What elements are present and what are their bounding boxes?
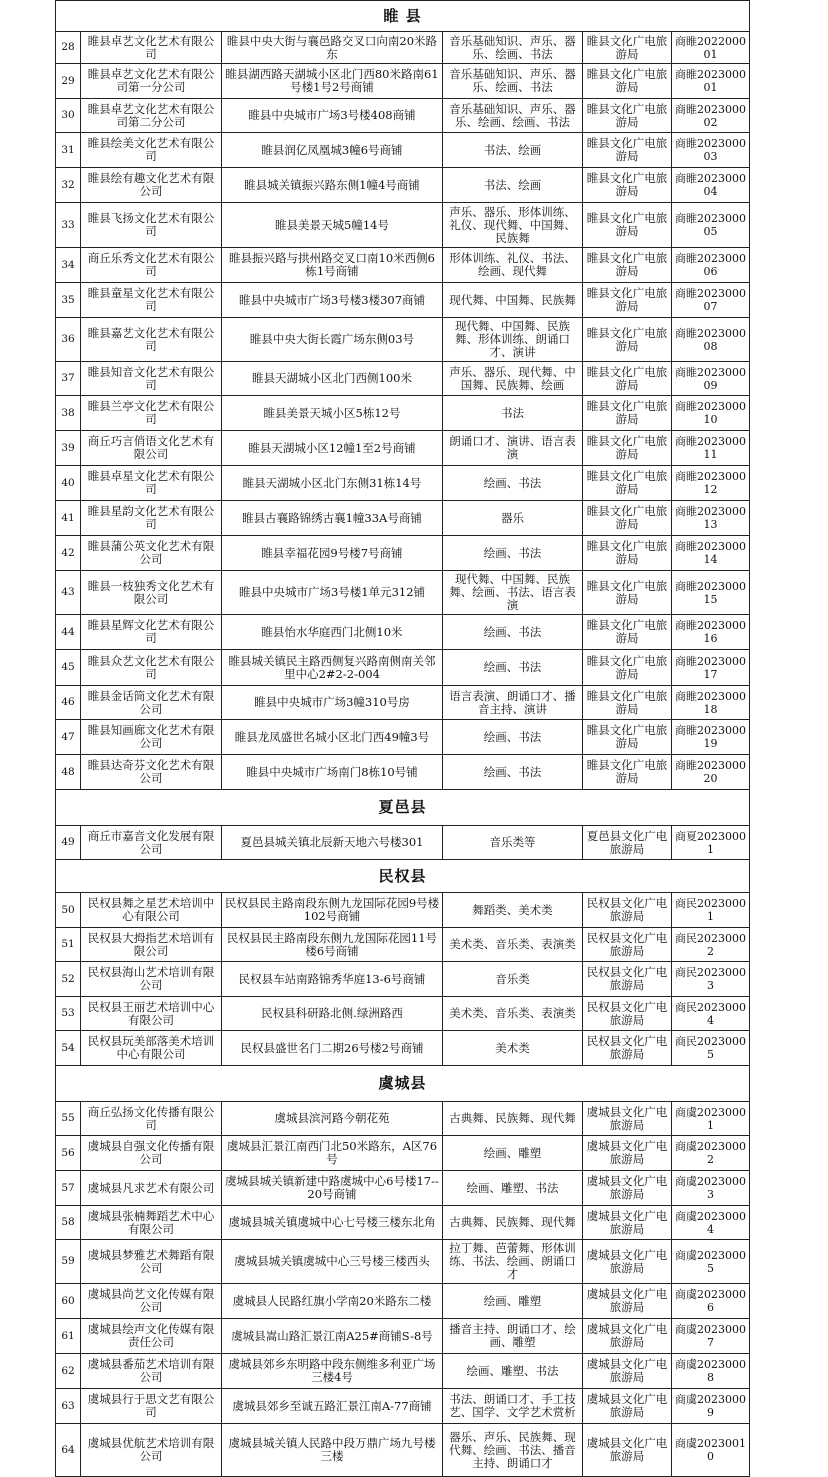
row-number: 61 [56,1319,81,1354]
approving-authority: 虞城县文化广电旅游局 [583,1389,672,1424]
org-address: 睢县龙凤盛世名城小区北门西49幢3号 [222,720,443,755]
permit-code: 商虞20230004 [672,1206,750,1240]
table-row [56,501,750,536]
org-address: 虞城县嵩山路汇景江南A25#商铺S-8号 [222,1319,443,1354]
org-name: 睢县兰亭文化艺术有限公司 [81,396,222,431]
org-name: 虞城县尚艺文化传媒有限公司 [81,1284,222,1319]
training-scope: 舞蹈类、美术类 [443,893,583,928]
org-name: 虞城县凡求艺术有限公司 [81,1171,222,1206]
row-number: 64 [56,1424,81,1477]
section-header-row [56,860,750,893]
org-name: 商丘乐秀文化艺术有限公司 [81,248,222,283]
training-scope: 书法、绘画 [443,133,583,168]
row-number: 39 [56,431,81,466]
org-address: 睢县怡水华庭西门北侧10米 [222,615,443,650]
permit-code: 商睢202300008 [672,318,750,362]
row-number: 42 [56,536,81,571]
training-scope: 播音主持、朗诵口才、绘画、雕塑 [443,1319,583,1354]
approving-authority: 睢县文化广电旅游局 [583,466,672,501]
row-number: 58 [56,1206,81,1240]
section-header-row [56,1066,750,1102]
table-row [56,1136,750,1171]
org-address: 睢县城关镇振兴路东侧1幢4号商铺 [222,168,443,203]
training-scope: 美术类 [443,1031,583,1066]
training-scope: 书法、朗诵口才、手工技艺、国学、文学艺术赏析 [443,1389,583,1424]
training-scope: 古典舞、民族舞、现代舞 [443,1206,583,1240]
approving-authority: 睢县文化广电旅游局 [583,755,672,790]
approving-authority: 睢县文化广电旅游局 [583,686,672,720]
table-row [56,571,750,615]
approving-authority: 虞城县文化广电旅游局 [583,1240,672,1284]
table-row [56,826,750,860]
org-address: 睢县美景天城5幢14号 [222,203,443,248]
row-number: 40 [56,466,81,501]
table-row [56,615,750,650]
permit-code: 商虞20230006 [672,1284,750,1319]
training-scope: 绘画、雕塑、书法 [443,1354,583,1389]
approving-authority: 睢县文化广电旅游局 [583,720,672,755]
registration-table [55,0,750,1477]
approving-authority: 民权县文化广电旅游局 [583,1031,672,1066]
permit-code: 商虞20230010 [672,1424,750,1477]
training-scope: 音乐基础知识、声乐、器乐、绘画、书法 [443,32,583,64]
org-address: 睢县城关镇民主路西侧复兴路南侧南关邻里中心2#2-2-004 [222,650,443,686]
org-name: 民权县海山艺术培训有限公司 [81,962,222,997]
permit-code: 商睢202300010 [672,396,750,431]
approving-authority: 民权县文化广电旅游局 [583,928,672,962]
approving-authority: 民权县文化广电旅游局 [583,962,672,997]
org-address: 睢县天湖城小区北门东侧31栋14号 [222,466,443,501]
org-address: 睢县美景天城小区5栋12号 [222,396,443,431]
approving-authority: 虞城县文化广电旅游局 [583,1284,672,1319]
training-scope: 音乐基础知识、声乐、器乐、绘画、绘画、书法 [443,99,583,133]
org-name: 商丘弘扬文化传播有限公司 [81,1102,222,1136]
table-row [56,536,750,571]
org-name: 民权县大拇指艺术培训有限公司 [81,928,222,962]
org-name: 虞城县张楠舞蹈艺术中心有限公司 [81,1206,222,1240]
org-name: 睢县卓艺文化艺术有限公司第一分公司 [81,64,222,99]
row-number: 35 [56,283,81,318]
training-scope: 绘画、书法 [443,720,583,755]
org-address: 民权县盛世名门二期26号楼2号商铺 [222,1031,443,1066]
approving-authority: 睢县文化广电旅游局 [583,283,672,318]
permit-code: 商睢202300018 [672,686,750,720]
document-page [55,0,749,1470]
table-row [56,686,750,720]
permit-code: 商睢202300019 [672,720,750,755]
org-name: 虞城县梦雅艺术舞蹈有限公司 [81,1240,222,1284]
training-scope: 现代舞、中国舞、民族舞、绘画、书法、语言表演 [443,571,583,615]
row-number: 59 [56,1240,81,1284]
permit-code: 商睢202300017 [672,650,750,686]
org-name: 虞城县番茄艺术培训有限公司 [81,1354,222,1389]
org-name: 睢县卓艺文化艺术有限公司第二分公司 [81,99,222,133]
permit-code: 商虞20230001 [672,1102,750,1136]
row-number: 41 [56,501,81,536]
approving-authority: 睢县文化广电旅游局 [583,99,672,133]
approving-authority: 睢县文化广电旅游局 [583,248,672,283]
org-address: 虞城县城关镇虞城中心三号楼三楼西头 [222,1240,443,1284]
table-row [56,997,750,1031]
training-scope: 古典舞、民族舞、现代舞 [443,1102,583,1136]
approving-authority: 睢县文化广电旅游局 [583,501,672,536]
permit-code: 商睢202300003 [672,133,750,168]
permit-code: 商虞20230002 [672,1136,750,1171]
training-scope: 绘画、书法 [443,755,583,790]
approving-authority: 睢县文化广电旅游局 [583,318,672,362]
permit-code: 商虞20230003 [672,1171,750,1206]
org-name: 睢县星韵文化艺术有限公司 [81,501,222,536]
permit-code: 商睢202300012 [672,466,750,501]
table-row [56,1240,750,1284]
approving-authority: 睢县文化广电旅游局 [583,536,672,571]
training-scope: 绘画、雕塑 [443,1284,583,1319]
org-name: 睢县童星文化艺术有限公司 [81,283,222,318]
table-row [56,1389,750,1424]
org-name: 睢县一枝独秀文化艺术有限公司 [81,571,222,615]
org-name: 睢县蒲公英文化艺术有限公司 [81,536,222,571]
table-row [56,32,750,64]
org-name: 睢县知画廊文化艺术有限公司 [81,720,222,755]
org-name: 睢县星辉文化艺术有限公司 [81,615,222,650]
org-name: 睢县众艺文化艺术有限公司 [81,650,222,686]
row-number: 51 [56,928,81,962]
section-title: 夏邑县 [56,790,750,826]
org-address: 民权县车站南路锦秀华庭13-6号商铺 [222,962,443,997]
org-address: 睢县润亿凤凰城3幢6号商铺 [222,133,443,168]
section-title: 睢 县 [56,1,750,32]
permit-code: 商民20230002 [672,928,750,962]
permit-code: 商民20230001 [672,893,750,928]
table-row [56,99,750,133]
approving-authority: 睢县文化广电旅游局 [583,615,672,650]
org-name: 民权县玩美部落美术培训中心有限公司 [81,1031,222,1066]
permit-code: 商睢202200001 [672,32,750,64]
training-scope: 绘画、书法 [443,650,583,686]
training-scope: 声乐、器乐、形体训练、礼仪、现代舞、中国舞、民族舞 [443,203,583,248]
org-address: 虞城县城关镇人民路中段万鼎广场九号楼三楼 [222,1424,443,1477]
row-number: 43 [56,571,81,615]
approving-authority: 睢县文化广电旅游局 [583,650,672,686]
org-address: 睢县中央大街长霞广场东侧03号 [222,318,443,362]
org-address: 虞城县城关镇虞城中心七号楼三楼东北角 [222,1206,443,1240]
org-address: 虞城县汇景江南西门北50米路东，A区76号 [222,1136,443,1171]
training-scope: 现代舞、中国舞、民族舞、形体训练、朗诵口才、演讲 [443,318,583,362]
permit-code: 商睢202300020 [672,755,750,790]
row-number: 54 [56,1031,81,1066]
org-name: 虞城县行于思文艺有限公司 [81,1389,222,1424]
training-scope: 书法、绘画 [443,168,583,203]
org-address: 睢县中央城市广场3号楼1单元312铺 [222,571,443,615]
org-name: 睢县嘉艺文化艺术有限公司 [81,318,222,362]
table-row [56,283,750,318]
approving-authority: 睢县文化广电旅游局 [583,431,672,466]
permit-code: 商夏20230001 [672,826,750,860]
training-scope: 声乐、器乐、现代舞、中国舞、民族舞、绘画 [443,362,583,396]
permit-code: 商民20230004 [672,997,750,1031]
row-number: 30 [56,99,81,133]
permit-code: 商睢202300002 [672,99,750,133]
permit-code: 商睢202300001 [672,64,750,99]
approving-authority: 睢县文化广电旅游局 [583,133,672,168]
org-address: 睢县湖西路天湖城小区北门西80米路南61号楼1号2号商铺 [222,64,443,99]
table-row [56,1031,750,1066]
permit-code: 商民20230003 [672,962,750,997]
approving-authority: 睢县文化广电旅游局 [583,168,672,203]
org-address: 睢县中央城市广场南门8栋10号铺 [222,755,443,790]
row-number: 63 [56,1389,81,1424]
table-row [56,720,750,755]
row-number: 55 [56,1102,81,1136]
org-address: 睢县中央城市广场3号楼408商铺 [222,99,443,133]
permit-code: 商睢202300004 [672,168,750,203]
row-number: 52 [56,962,81,997]
training-scope: 绘画、书法 [443,615,583,650]
training-scope: 形体训练、礼仪、书法、绘画、现代舞 [443,248,583,283]
training-scope: 器乐 [443,501,583,536]
training-scope: 语言表演、朗诵口才、播音主持、演讲 [443,686,583,720]
org-address: 睢县振兴路与拱州路交叉口南10米西侧6栋1号商铺 [222,248,443,283]
table-row [56,1102,750,1136]
table-row [56,396,750,431]
approving-authority: 民权县文化广电旅游局 [583,893,672,928]
org-name: 民权县舞之星艺术培训中心有限公司 [81,893,222,928]
training-scope: 美术类、音乐类、表演类 [443,997,583,1031]
training-scope: 绘画、雕塑、书法 [443,1171,583,1206]
approving-authority: 睢县文化广电旅游局 [583,396,672,431]
training-scope: 音乐类等 [443,826,583,860]
table-row [56,928,750,962]
table-row [56,133,750,168]
org-address: 民权县民主路南段东侧九龙国际花园9号楼102号商铺 [222,893,443,928]
approving-authority: 睢县文化广电旅游局 [583,32,672,64]
row-number: 56 [56,1136,81,1171]
org-name: 睢县金话筒文化艺术有限公司 [81,686,222,720]
row-number: 38 [56,396,81,431]
org-name: 民权县王丽艺术培训中心有限公司 [81,997,222,1031]
row-number: 28 [56,32,81,64]
row-number: 46 [56,686,81,720]
table-row [56,650,750,686]
table-row [56,755,750,790]
org-name: 商丘巧言俏语文化艺术有限公司 [81,431,222,466]
training-scope: 绘画、书法 [443,536,583,571]
section-header-row [56,790,750,826]
org-name: 睢县绘有趣文化艺术有限公司 [81,168,222,203]
permit-code: 商睢202300005 [672,203,750,248]
table-row [56,203,750,248]
org-name: 虞城县自强文化传播有限公司 [81,1136,222,1171]
table-row [56,64,750,99]
row-number: 45 [56,650,81,686]
approving-authority: 睢县文化广电旅游局 [583,362,672,396]
approving-authority: 虞城县文化广电旅游局 [583,1171,672,1206]
row-number: 34 [56,248,81,283]
org-name: 睢县卓星文化艺术有限公司 [81,466,222,501]
approving-authority: 虞城县文化广电旅游局 [583,1102,672,1136]
org-address: 民权县民主路南段东侧九龙国际花园11号楼6号商铺 [222,928,443,962]
row-number: 47 [56,720,81,755]
permit-code: 商虞20230007 [672,1319,750,1354]
training-scope: 朗诵口才、演讲、语言表演 [443,431,583,466]
org-address: 睢县古襄路锦绣古襄1幢33A号商铺 [222,501,443,536]
permit-code: 商虞20230009 [672,1389,750,1424]
training-scope: 美术类、音乐类、表演类 [443,928,583,962]
org-address: 睢县中央大街与襄邑路交叉口向南20米路东 [222,32,443,64]
row-number: 53 [56,997,81,1031]
approving-authority: 民权县文化广电旅游局 [583,997,672,1031]
approving-authority: 睢县文化广电旅游局 [583,64,672,99]
table-row [56,1354,750,1389]
org-address: 虞城县城关镇新建中路虞城中心6号楼17--20号商铺 [222,1171,443,1206]
approving-authority: 睢县文化广电旅游局 [583,571,672,615]
permit-code: 商睢202300006 [672,248,750,283]
org-name: 睢县达奇芬文化艺术有限公司 [81,755,222,790]
table-row [56,248,750,283]
approving-authority: 虞城县文化广电旅游局 [583,1319,672,1354]
row-number: 44 [56,615,81,650]
table-row [56,362,750,396]
row-number: 50 [56,893,81,928]
org-address: 虞城县郊乡东明路中段东侧维多利亚广场三楼4号 [222,1354,443,1389]
row-number: 49 [56,826,81,860]
row-number: 37 [56,362,81,396]
approving-authority: 虞城县文化广电旅游局 [583,1136,672,1171]
approving-authority: 虞城县文化广电旅游局 [583,1424,672,1477]
section-header-row [56,1,750,32]
org-name: 商丘市嘉音文化发展有限公司 [81,826,222,860]
table-row [56,466,750,501]
permit-code: 商民20230005 [672,1031,750,1066]
org-address: 睢县天湖城小区北门西侧100米 [222,362,443,396]
org-name: 睢县知音文化艺术有限公司 [81,362,222,396]
row-number: 57 [56,1171,81,1206]
table-row [56,1284,750,1319]
org-address: 虞城县人民路红旗小学南20米路东二楼 [222,1284,443,1319]
org-address: 虞城县滨河路今朝花苑 [222,1102,443,1136]
table-row [56,168,750,203]
org-address: 虞城县郊乡至诚五路汇景江南A-77商铺 [222,1389,443,1424]
training-scope: 现代舞、中国舞、民族舞 [443,283,583,318]
row-number: 62 [56,1354,81,1389]
permit-code: 商睢202300013 [672,501,750,536]
org-name: 虞城县优航艺术培训有限公司 [81,1424,222,1477]
permit-code: 商睢202300016 [672,615,750,650]
training-scope: 音乐类 [443,962,583,997]
org-name: 睢县飞扬文化艺术有限公司 [81,203,222,248]
table-row [56,1424,750,1477]
org-name: 睢县绘美文化艺术有限公司 [81,133,222,168]
org-name: 虞城县绘声文化传媒有限责任公司 [81,1319,222,1354]
permit-code: 商睢202300011 [672,431,750,466]
table-row [56,1171,750,1206]
row-number: 29 [56,64,81,99]
table-row [56,1319,750,1354]
table-row [56,318,750,362]
org-address: 夏邑县城关镇北辰新天地六号楼301 [222,826,443,860]
row-number: 33 [56,203,81,248]
permit-code: 商睢202300014 [672,536,750,571]
row-number: 60 [56,1284,81,1319]
permit-code: 商虞20230008 [672,1354,750,1389]
section-title: 虞城县 [56,1066,750,1102]
row-number: 48 [56,755,81,790]
org-address: 民权县科研路北侧.绿洲路西 [222,997,443,1031]
approving-authority: 睢县文化广电旅游局 [583,203,672,248]
row-number: 36 [56,318,81,362]
training-scope: 器乐、声乐、民族舞、现代舞、绘画、书法、播音主持、朗诵口才 [443,1424,583,1477]
table-row [56,1206,750,1240]
approving-authority: 虞城县文化广电旅游局 [583,1206,672,1240]
permit-code: 商睢202300015 [672,571,750,615]
permit-code: 商睢202300009 [672,362,750,396]
row-number: 32 [56,168,81,203]
table-row [56,893,750,928]
org-address: 睢县幸福花园9号楼7号商铺 [222,536,443,571]
section-title: 民权县 [56,860,750,893]
approving-authority: 夏邑县文化广电旅游局 [583,826,672,860]
training-scope: 绘画、雕塑 [443,1136,583,1171]
org-name: 睢县卓艺文化艺术有限公司 [81,32,222,64]
training-scope: 书法 [443,396,583,431]
org-address: 睢县中央城市广场3号楼3楼307商铺 [222,283,443,318]
permit-code: 商睢202300007 [672,283,750,318]
org-address: 睢县天湖城小区12幢1至2号商铺 [222,431,443,466]
training-scope: 拉丁舞、芭蕾舞、形体训练、书法、绘画、朗诵口才 [443,1240,583,1284]
approving-authority: 虞城县文化广电旅游局 [583,1354,672,1389]
row-number: 31 [56,133,81,168]
table-row [56,431,750,466]
org-address: 睢县中央城市广场3幢310号房 [222,686,443,720]
training-scope: 音乐基础知识、声乐、器乐、绘画、书法 [443,64,583,99]
permit-code: 商虞20230005 [672,1240,750,1284]
table-row [56,962,750,997]
training-scope: 绘画、书法 [443,466,583,501]
